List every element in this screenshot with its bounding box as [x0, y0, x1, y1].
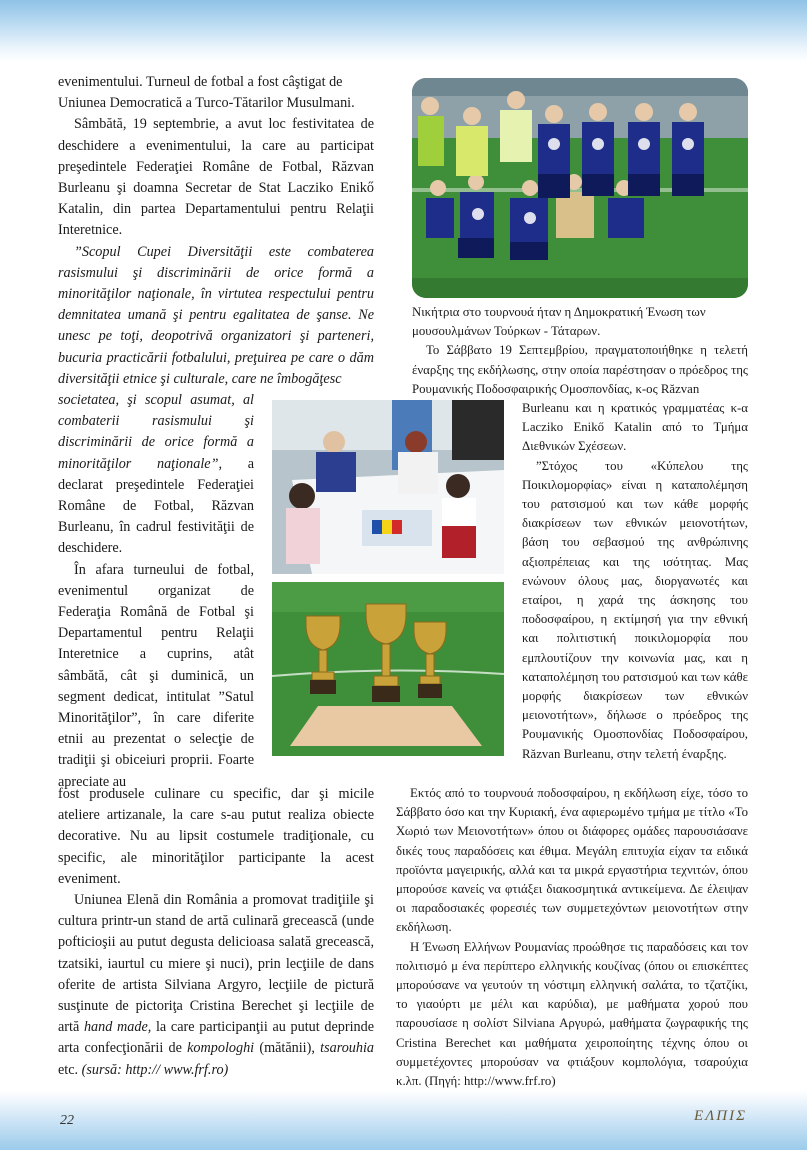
ro-quote-end: societatea, şi scopul asumat, al combaterii rasismului şi discriminării de orice formă a minorităţilor naţionale”, — [58, 392, 254, 472]
greek-caption — [412, 303, 748, 399]
gr-paragraph-opening-part1: Το Σάββατο 19 Σεπτεμβρίου, πραγματοποιήθηκε η τελετή έναρξης της εκδήλωσης, στην οποία παρέστησαν ο πρόεδρος της Ρουμανικής Ποδοσφαιρικής Ομοσπονδίας, κ-ος Răzvan — [412, 343, 748, 396]
romanian-column-bottom — [58, 784, 374, 1081]
village-photo — [272, 400, 504, 574]
village-photo-illustration — [272, 400, 504, 574]
ro-line-2: Uniunea Democratică a Turco-Tătarilor Musulmani. — [58, 95, 355, 112]
trophies-photo — [272, 582, 504, 756]
team-photo — [412, 78, 748, 298]
greek-column-narrow — [522, 399, 748, 764]
ro-paragraph-opening-ceremony: Sâmbătă, 19 septembrie, a avut loc festivitatea de deschidere a evenimentului, la care au participat preşedintele Federaţiei Române de Fotbal, Răzvan Burleanu şi doamna Secretar de Stat Lacziko Enikő Katalin, din partea Departamentului pentru Relaţii Interetnice. — [58, 116, 374, 239]
gr-paragraph-village: Εκτός από το τουρνουά ποδοσφαίρου, η εκδήλωση είχε, τόσο το Σάββατο όσο και την Κυριακή, ένα αφιερωμένο τμήμα με τίτλο «Το Χωριό των Μειονοτήτων» όπου οι διάφορες ομάδες παρουσιάσανε δικές τους παραδόσεις και έθιμα. Μεγάλη επιτυχία είχαν τα ειδικά προϊόντα μαγειρικής, αλλά και τα μικρά εργαστήρια τεχνιτών, όπου μπορούσε κανείς να φτιάξει διακοσμητικά αντικείμενα. Δε έλειψαν οι παραδοσιακές φορεσιές των συμμετεχόντων μειονοτήτων στην εκδήλωση. — [396, 786, 748, 935]
gr-paragraph-opening-part2: Burleanu και η κρατικός γραμματέας κ-α Lacziko Enikő Katalin από το Τμήμα Διεθνικών Σχέσεων. — [522, 401, 748, 454]
team-photo-caption: Νικήτρια στο τουρνουά ήταν η Δημοκρατική Ένωση των μουσουλμάνων Τούρκων - Τάταρων. — [412, 305, 706, 339]
romanian-column-top — [58, 72, 374, 390]
ro-paragraph-village-part2: fost produsele culinare cu specific, dar şi micile ateliere artizanale, la care s-au putut realiza obiecte decorative. Nu au lipsit costumele tradiţionale, cu specific, ale minorităţilor participante la acest eveniment. — [58, 786, 374, 887]
bottom-decorative-band — [0, 1090, 807, 1150]
gr-quote-paragraph: ”Στόχος του «Κύπελου της Ποικιλομορφίας» είναι η καταπολέμηση του ρατσισμού και των κάθε μορφής διακρίσεων των εθνικών μειονοτήτων, βάση του σεβασμού της ανθρώπινης αξιοπρέπειας και της ισότητας. Μας ενώνουν όλους μας, διοργανωτές και εταίροι, η χαρά της άσκησης του ποδοσφαίρου, η εκτίμησή για την εθνική και πολιτιστική ποικιλομορφία που εμπλουτίζουν την κοινωνία μας, και η καταπολέμηση του ρατσισμού και των κάθε μορφής διακρίσεων των εθνικών μειονοτήτων», δήλωσε ο πρόεδρος της Ρουμανικής Ομοσπονδίας Ποδοσφαίρου, Răzvan Burleanu, στην τελετή έναρξης. — [522, 458, 748, 761]
ro-quote-attribution: a declarat preşedintele Federaţiei Române de Fotbal, Răzvan Burleanu, în cadrul festivităţii de deschidere. — [58, 455, 254, 557]
ro-paragraph-hellenic-union: Uniunea Elenă din România a promovat tradiţiile şi cultura printr-un stand de artă culinară grecească (unde pofticioşii au putut degusta delicioasa salată grecească, tzatsiki, iaurtul cu miere şi nuci), prin lecţiile de dans oferite de artista Silviana Argyro, lecţiile de pictură susţinute de pictoriţa Cristina Berechet şi lecţiile de artă hand made, la care participanţii au putut deprinde arta confecţionării de kompologhi (mătănii), tsarouhia etc. (sursă: http:// www.frf.ro) — [58, 892, 375, 1078]
page-number: 22 — [60, 1113, 74, 1128]
greek-column-bottom — [396, 784, 748, 1091]
ro-quote-continued — [58, 390, 254, 560]
trophies-photo-illustration — [272, 582, 504, 756]
ro-source: (sursă: http:// www.frf.ro) — [81, 1061, 229, 1078]
top-decorative-band — [0, 0, 807, 62]
gr-paragraph-hellenic-union: Η Ένωση Ελλήνων Ρουμανίας προώθησε τις παραδόσεις και τον πολιτισμό μ ένα περίπτερο ελληνικής κουζίνας (όπου οι επισκέπτες μπορούσανε να γευτούν τη νόστιμη ελληνική σαλάτα, το τζατζίκι, το γιαούρτι με μέλι και καρύδια), με μαθήματα χορού που παρουσίασε η σολίστ Silviana Αργυρώ, μαθήματα ζωγραφικής της Cristina Berechet και μαθήματα χειροποίητης τέχνης όπου οι συμμετέχοντες μπορούσαν να φτιάξουν κομπολόγια, τσαρούχια κ.λπ. (Πηγή: http://www.frf.ro) — [396, 939, 748, 1089]
team-photo-illustration — [412, 78, 748, 298]
ro-paragraph-village-part1: În afara turneului de fotbal, evenimentul organizat de Federaţia Română de Fotbal şi Departamentul pentru Relaţii Interetnice a cuprins, atât sâmbătă, cât şi duminică, un segment dedicat, intitulat ”Satul Minorităţilor”, în care diferite etnii au prezentat o selecţie de tradiţii şi obiceiuri proprii. Foarte apreciate au — [58, 561, 254, 790]
romanian-column-narrow — [58, 390, 254, 793]
ro-quote-paragraph: ”Scopul Cupei Diversităţii este combaterea rasismului şi discriminării de orice formă a minorităţilor naţionale, în virtutea respectului pentru demnitatea umană şi pentru egalitatea de şanse. Ne unesc pe toţi, deopotrivă organizatori şi parteneri, bucuria practicării fotbalului, preţuirea pe care o dăm diversităţii etnice şi culturale, care ne îmbogăţesc — [58, 243, 374, 387]
ro-line-1: evenimentului. Turneul de fotbal a fost câştigat de — [58, 74, 343, 90]
magazine-name: ΕΛΠΙΣ — [694, 1108, 747, 1124]
